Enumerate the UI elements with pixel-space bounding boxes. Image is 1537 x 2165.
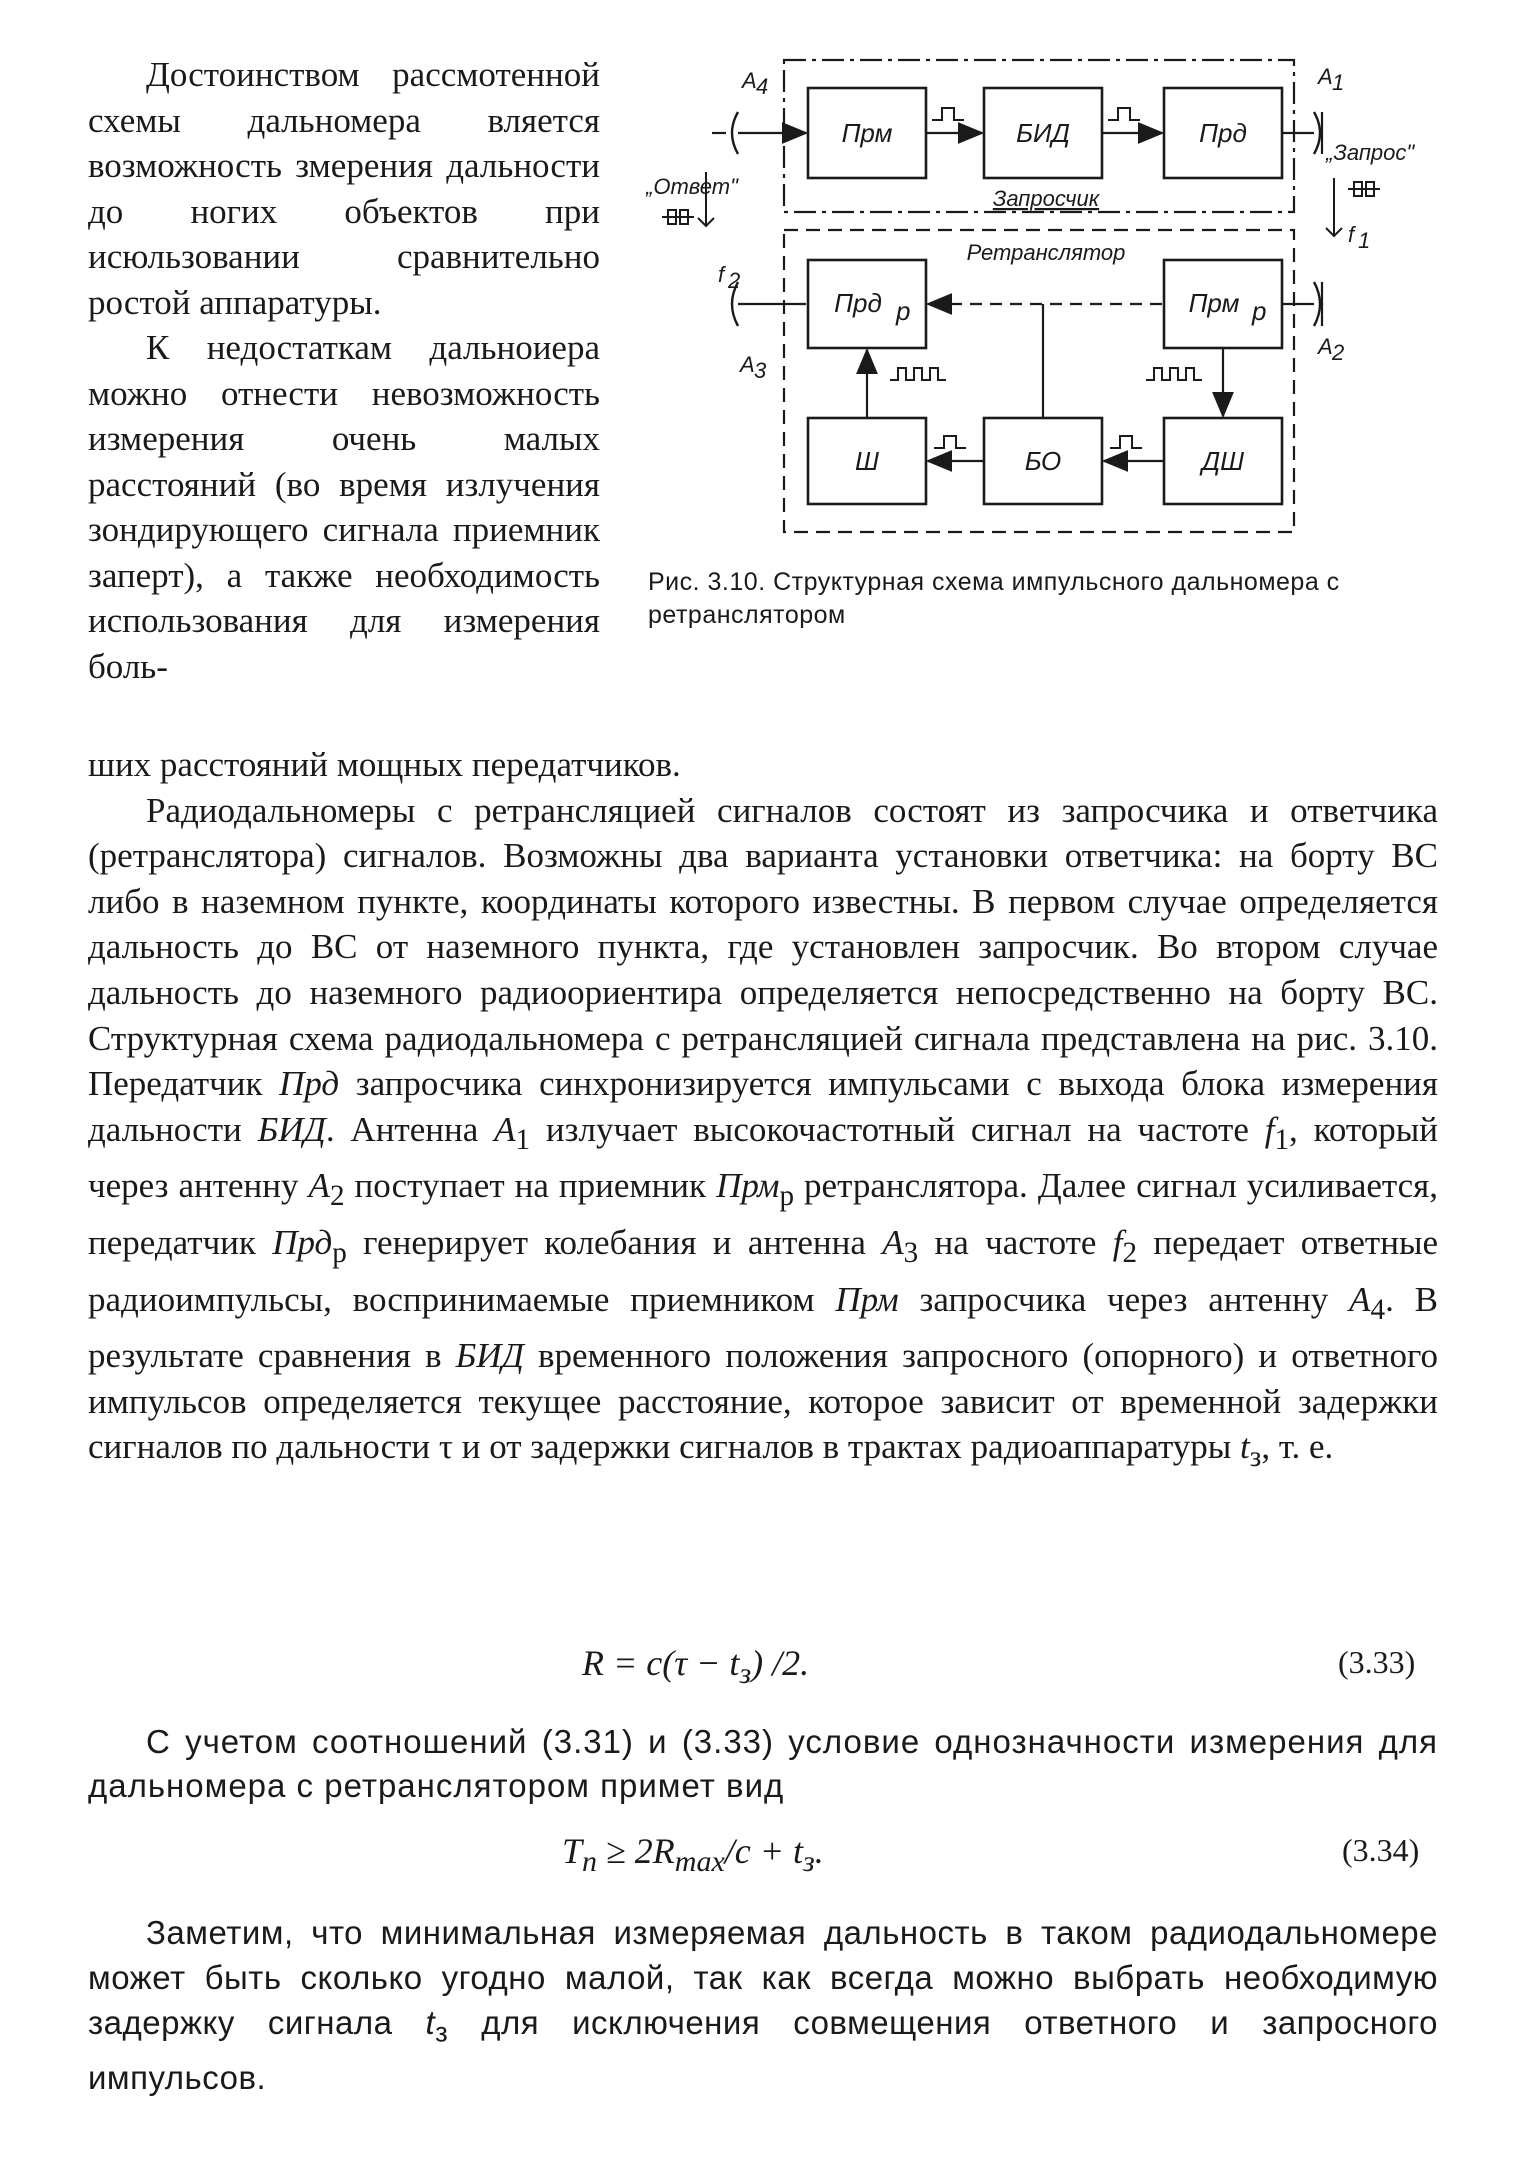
label-a3: A	[740, 352, 755, 377]
label-f2: f	[718, 262, 725, 287]
main-body	[88, 742, 1438, 1481]
equation-number-3-33: (3.33)	[1338, 1644, 1416, 1680]
label-a1: A	[1318, 64, 1333, 89]
continuation-line: ших расстояний мощных передатчиков.	[88, 745, 681, 784]
paragraph-minimum-range: Заметим, что минимальная измеряемая дальность в таком радиодальномере может быть сколько угодно малой, так как всегда можно выбрать необходимую задержку сигнала $t_з$ для исключения совмещения ответного и запросного импульсов.	[88, 1914, 1438, 2096]
label-prd: Прд	[1199, 118, 1247, 148]
label-a3-sub: 3	[754, 358, 767, 383]
label-retranslator: Ретранслятор	[966, 240, 1126, 265]
paragraph-condition: С учетом соотношений (3.31) и (3.33) условие однозначности измерения для дальномера с ретранслятором примет вид	[88, 1723, 1438, 1804]
label-dsh: ДШ	[1201, 446, 1245, 476]
label-f1-sub: 1	[1358, 228, 1371, 253]
label-a1-sub: 1	[1332, 70, 1345, 95]
label-otvet: „Ответ"	[646, 174, 738, 199]
formula-3-34: $T_п \ge 2R_{max}/c + t_з$.	[562, 1831, 824, 1879]
label-interrogator: Запросчик	[992, 186, 1100, 211]
label-f1: f	[1348, 222, 1355, 247]
label-f2-sub: 2	[728, 268, 741, 293]
label-prm: Прм	[841, 118, 893, 148]
paragraph-disadvantages: К недостаткам дальноиера можно отнести невозможность измерения очень малых расстояний (во время излучения зондирующего сигнала приемник заперт), а также необходимость использования для измерения боль-	[88, 328, 600, 686]
paragraph-advantages: Достоинством рассмотенной схемы дальномера вляется возможность змерения дальности до ногих объектов при исюльзовании сравнительно ростой аппаратуры.	[88, 55, 600, 322]
left-column-text	[88, 52, 600, 689]
retranslator-frame	[784, 230, 1294, 532]
formula-3-33: $R = c(\tau - t_з)$ /2.	[582, 1643, 810, 1691]
block-diagram	[646, 50, 1446, 570]
equation-number-3-34: (3.34)	[1342, 1832, 1420, 1868]
label-prm-r: Прм	[1188, 288, 1240, 318]
label-prm-r-sub: р	[1252, 296, 1267, 326]
label-bid: БИД	[1016, 118, 1070, 148]
label-sh: Ш	[855, 446, 879, 476]
label-a2: A	[1318, 334, 1333, 359]
label-a4: A	[742, 68, 757, 93]
figure-3-10	[646, 50, 1446, 610]
figure-caption: Рис. 3.10. Структурная схема импульсного дальномера с ретранслятором	[648, 568, 1340, 629]
label-prd-r: Прд	[834, 288, 882, 318]
label-a4-sub: 4	[756, 74, 769, 99]
label-zapros: „Запрос"	[1326, 140, 1415, 165]
label-bo: БО	[1024, 446, 1062, 476]
label-prd-r-sub: р	[896, 296, 911, 326]
label-a2-sub: 2	[1332, 340, 1345, 365]
paragraph-retranslation: Радиодальномеры с ретрансляцией сигналов состоят из запросчика и ответчика (ретранслятора) сигналов. Возможны два варианта установки ответчика: на борту ВС либо в наземном пункте, координаты которого известны. В первом случае определяется дальность до ВС от наземного пункта, где установлен запросчик. Во втором случае дальность до наземного радиоориентира определяется непосредственно на борту ВС. Структурная схема радиодальномера с ретрансляцией сигнала представлена на рис. 3.10. Передатчик Прд запросчика синхронизируется импульсами с выхода блока измерения дальности БИД. Антенна $A_1$ излучает высокочастотный сигнал на частоте $f_1$, который через антенну $A_2$ поступает на приемник Прм$_р$ ретранслятора. Далее сигнал усиливается, передатчик Прд$_р$ генерирует колебания и антенна $A_3$ на частоте $f_2$ передает ответные радиоимпульсы, воспринимаемые приемником Прм запросчика через антенну $A_4$. В результате сравнения в БИД временного положения запросного (опорного) и ответного импульсов определяется текущее расстояние, которое зависит от временной задержки сигналов по дальности τ и от задержки сигналов в трактах радиоаппаратуры $t_з$, т. е.	[88, 790, 1439, 1474]
